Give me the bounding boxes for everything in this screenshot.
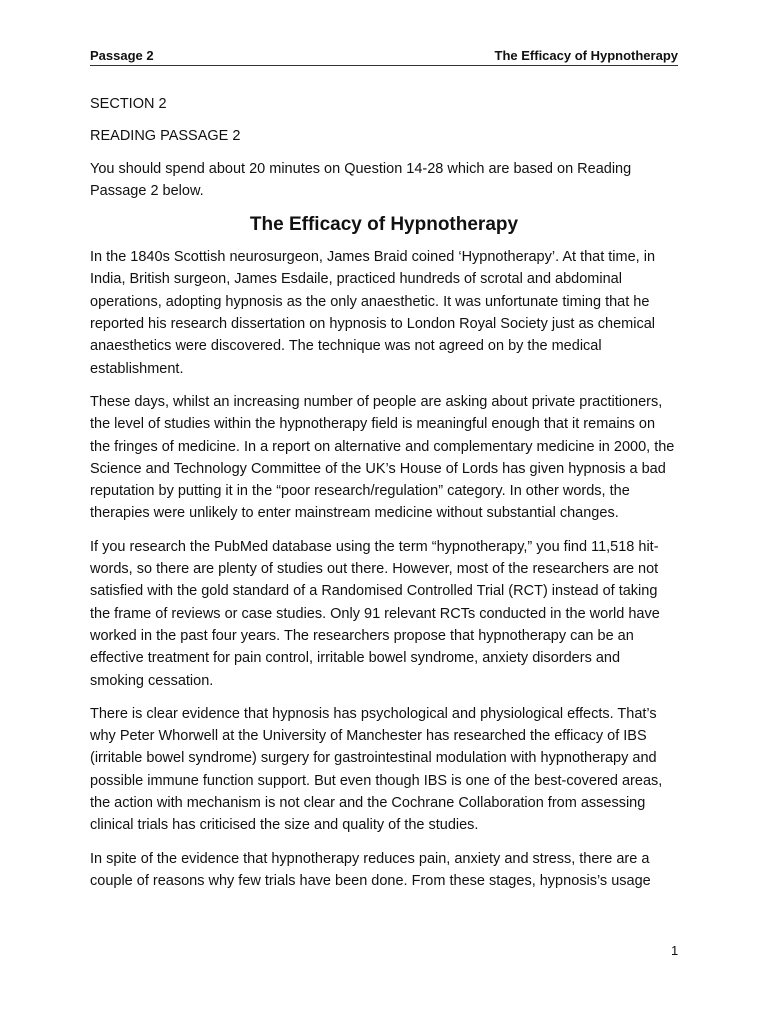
- passage-label: READING PASSAGE 2: [90, 128, 241, 145]
- page-header: [90, 47, 678, 66]
- paragraph-3: If you research the PubMed database using the term “hypnotherapy,” you find 11,518 hit-words, so there are plenty of studies out there. However, most of the researchers are not satisfied with the gold standard of a Randomised Controlled Trial (RCT) instead of taking the frame of reviews or case studies. Only 91 relevant RCTs conducted in the world have worked in the past four years. The researchers propose that hypnotherapy can be an effective treatment for pain control, irritable bowel syndrome, anxiety disorders and smoking cessation.: [90, 538, 660, 689]
- section-label: SECTION 2: [90, 96, 167, 112]
- paragraph-2: These days, whilst an increasing number of people are asking about private practitioners, the level of studies within the hypnotherapy field is meaningful enough that it remains on the fringes of medicine. In a report on alternative and complementary medicine in 2000, the Science and Technology Committee of the UK’s House of Lords has given hypnosis a bad reputation by putting it in the “poor research/regulation” category. In other words, the therapies were unlikely to enter mainstream medicine without substantial changes.: [90, 393, 675, 522]
- paragraph-5: In spite of the evidence that hypnotherapy reduces pain, anxiety and stress, there are a couple of reasons why few trials have been done. From these stages, hypnosis’s usage: [90, 850, 651, 889]
- document-body: [90, 93, 678, 903]
- header-right-text: The Efficacy of Hypnotherapy: [494, 48, 678, 63]
- page-number: 1: [671, 943, 679, 958]
- paragraph-4: There is clear evidence that hypnosis has psychological and physiological effects. That’s why Peter Whorwell at the University of Manchester has researched the efficacy of IBS (irritable bowel syndrome) surgery for gastrointestinal modulation with hypnotherapy and possible immune function support. But even though IBS is one of the best-covered areas, the action with mechanism is not clear and the Cochrane Collaboration from assessing clinical trials has criticised the size and quality of the studies.: [90, 705, 663, 834]
- header-left-text: Passage 2: [90, 48, 154, 63]
- instruction-text: You should spend about 20 minutes on Question 14-28 which are based on Reading Passage 2 below.: [90, 160, 632, 199]
- paragraph-1: In the 1840s Scottish neurosurgeon, James Braid coined ‘Hypnotherapy’. At that time, in India, British surgeon, James Esdaile, practiced hundreds of scrotal and abdominal operations, adopting hypnosis as the only anaesthetic. It was unfortunate timing that he reported his research dissertation on hypnosis to London Royal Society just as chemical anaesthetics were discovered. The technique was not agreed on by the medical establishment.: [90, 249, 656, 377]
- passage-title: The Efficacy of Hypnotherapy: [249, 214, 519, 236]
